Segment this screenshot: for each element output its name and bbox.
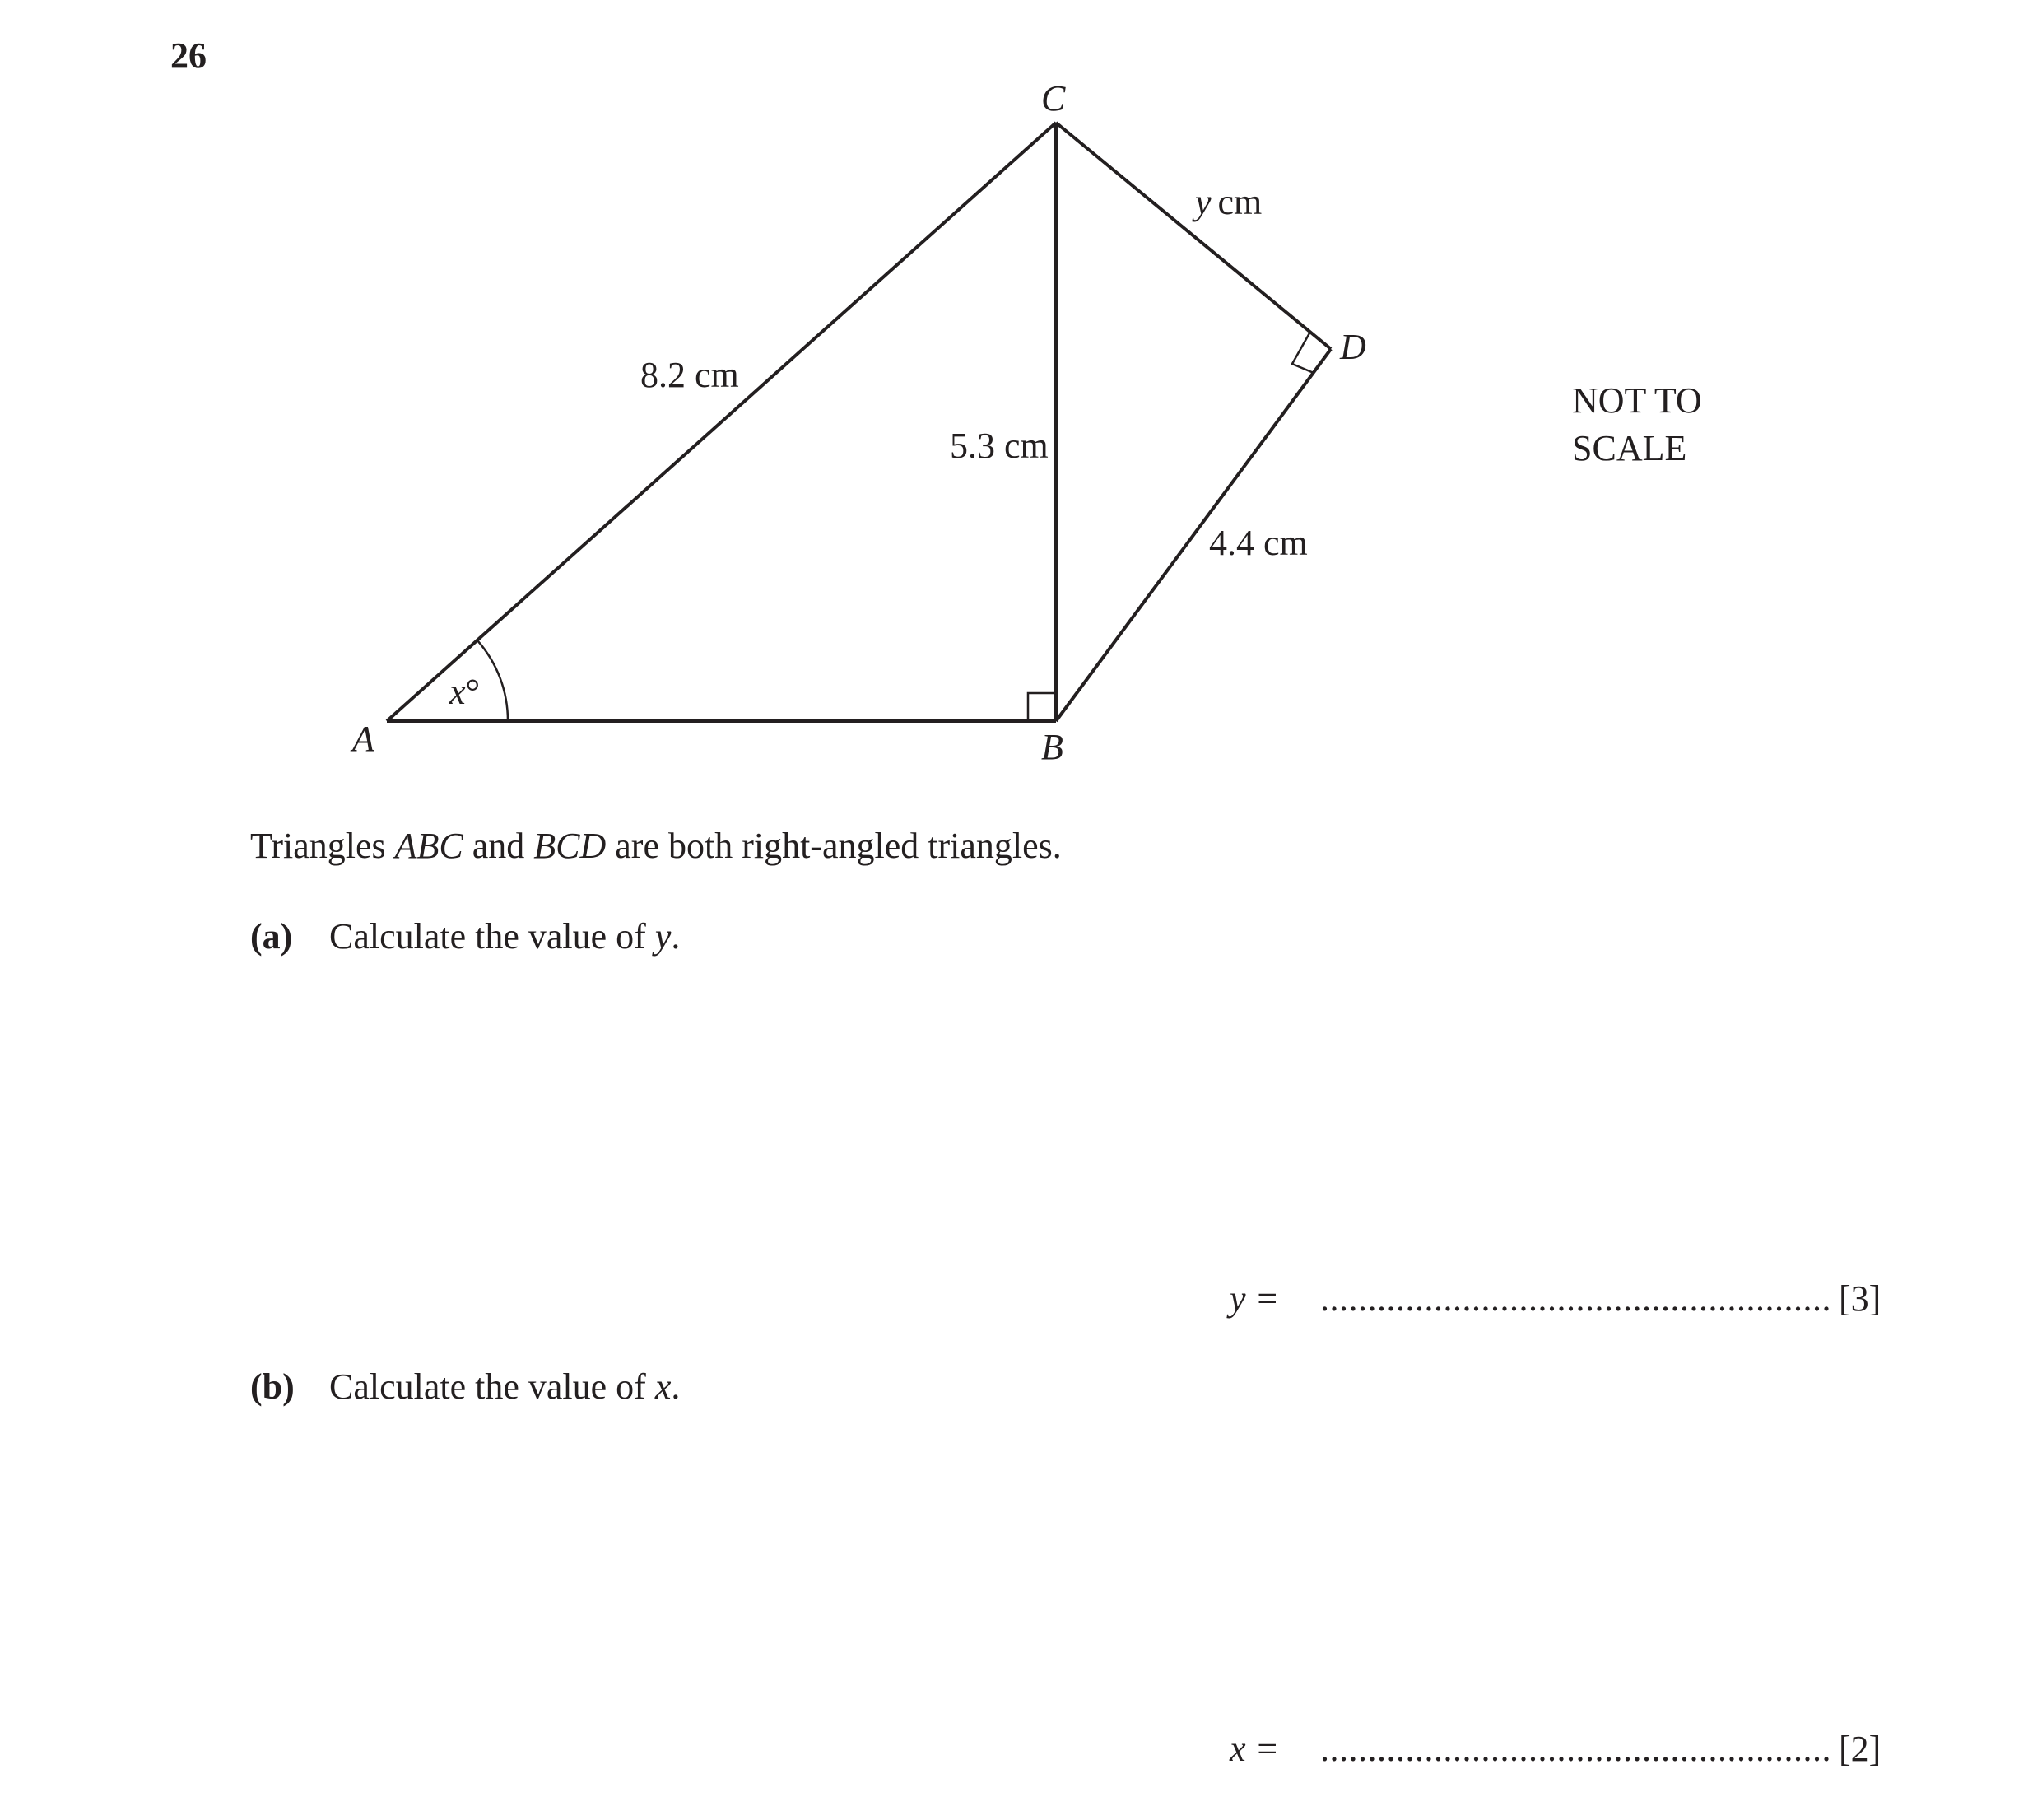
- question-stem: [250, 828, 1062, 864]
- not-to-scale-note: [1572, 377, 1786, 472]
- side-label-bd: 4.4 cm: [1209, 523, 1308, 563]
- part-b-var: x: [654, 1366, 672, 1407]
- part-a-end: .: [671, 916, 681, 957]
- stem-text-3: are both right-angled triangles.: [606, 826, 1062, 866]
- right-angle-marker-d: [1292, 332, 1314, 373]
- part-b-end: .: [671, 1366, 681, 1407]
- part-a-marks: [3]: [1839, 1278, 1882, 1319]
- side-cd: [1056, 123, 1331, 349]
- part-b-answer-var-text: x =: [1230, 1729, 1280, 1769]
- stem-triangle-1: ABC: [394, 826, 463, 866]
- side-label-cd: [1192, 182, 1262, 222]
- part-b-answer-var: [1230, 1731, 1279, 1767]
- part-a-answer-var: [1230, 1278, 1280, 1319]
- vertex-label-c: C: [1041, 78, 1066, 119]
- stem-triangle-2: BCD: [533, 826, 607, 866]
- part-b-answer-field[interactable]: ......................................................: [1320, 1729, 1831, 1769]
- part-b-prompt: [250, 1366, 681, 1407]
- stem-text-1: Triangles: [250, 826, 395, 866]
- part-a-answer-var-text: y =: [1230, 1278, 1280, 1319]
- part-a-var: y: [654, 916, 672, 957]
- side-label-cd-var: y: [1195, 182, 1212, 222]
- stem-text-2: and: [463, 826, 534, 866]
- angle-label-var: x: [449, 672, 466, 712]
- right-angle-marker-b: [1028, 693, 1056, 721]
- vertex-label-b: B: [1041, 727, 1063, 767]
- not-to-scale-line1: NOT TO: [1572, 380, 1702, 421]
- side-label-ac: 8.2 cm: [640, 355, 739, 395]
- not-to-scale-line2: SCALE: [1572, 428, 1687, 468]
- part-a-label: (a): [250, 916, 293, 957]
- vertex-label-d: D: [1340, 327, 1366, 367]
- part-a-answer-field[interactable]: ......................................................: [1320, 1278, 1831, 1319]
- part-a-text: Calculate the value of: [329, 916, 655, 957]
- angle-arc-a: [477, 640, 508, 721]
- part-b-label: (b): [250, 1366, 295, 1407]
- angle-label-x: [449, 672, 480, 712]
- part-b-text: Calculate the value of: [329, 1366, 655, 1407]
- side-label-bc: 5.3 cm: [950, 426, 1049, 466]
- part-a-prompt: [250, 916, 681, 957]
- part-b-marks: [2]: [1839, 1729, 1882, 1769]
- angle-label-unit: °: [465, 672, 481, 712]
- side-ac: [387, 123, 1056, 721]
- question-number: 26: [170, 35, 207, 76]
- side-label-cd-unit: cm: [1217, 182, 1263, 222]
- vertex-label-a: A: [352, 719, 374, 759]
